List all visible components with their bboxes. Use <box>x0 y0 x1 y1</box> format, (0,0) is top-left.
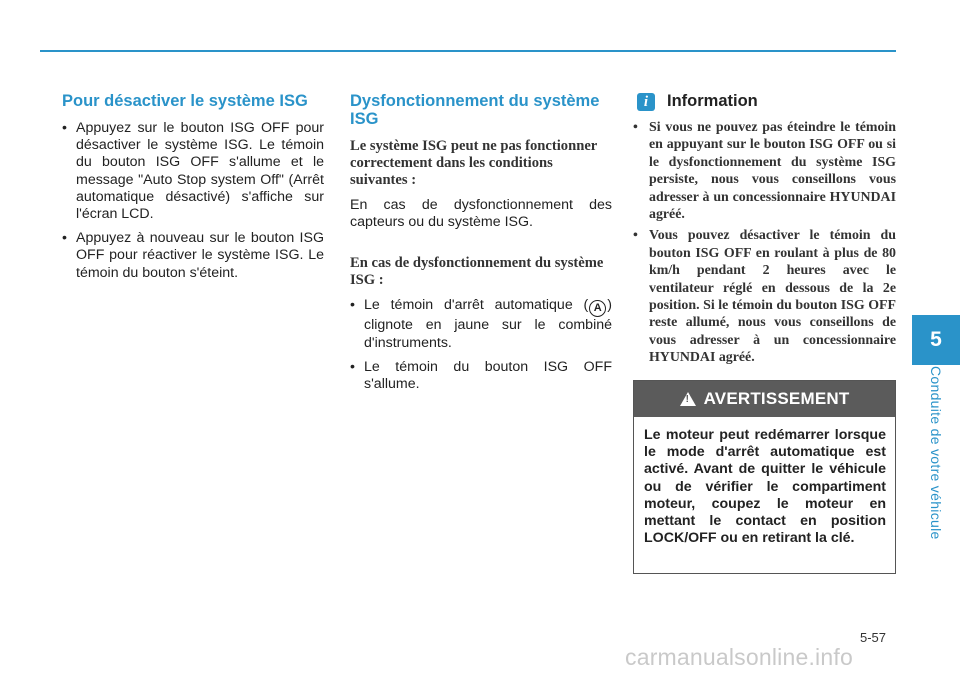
auto-stop-indicator-icon: A <box>589 300 606 317</box>
column-malfunction <box>350 92 612 400</box>
information-header <box>633 92 896 111</box>
top-rule <box>40 50 896 52</box>
warning-triangle-icon: ! <box>680 392 696 406</box>
warning-title: AVERTISSEMENT <box>703 389 850 408</box>
bullet-icon: • <box>633 120 638 135</box>
subheading-conditions: Le système ISG peut ne pas fonctionner correctement dans les conditions suivantes : <box>350 138 598 188</box>
malfunction-list <box>350 297 612 393</box>
column-deactivate <box>62 92 324 289</box>
section-title-malfunction: Dysfonctionnement du système ISG <box>350 92 600 128</box>
chapter-tab: 5 <box>912 315 960 365</box>
column-information <box>633 92 896 371</box>
information-list <box>633 119 896 367</box>
page-number: 5-57 <box>860 630 887 645</box>
list-item: • Vous pouvez désactiver le témoin du bouton ISG OFF en roulant à plus de 80 km/h pendant 2 heures avec le ventilateur réglé en dessous de la 2e position. Si le témoin du bouton ISG OFF reste allumé, nous vous conseillons de vous adresser à un concessionnaire HYUNDAI agréé. <box>633 228 896 366</box>
bullet-icon: • <box>350 297 355 314</box>
section-title-deactivate: Pour désactiver le système ISG <box>62 92 308 110</box>
info-icon: i <box>637 93 655 111</box>
warning-header <box>634 381 895 417</box>
bullet-icon: • <box>350 358 355 375</box>
warning-box <box>633 380 896 574</box>
deactivate-list <box>62 120 324 282</box>
list-item: • Appuyez sur le bouton ISG OFF pour désactiver le système ISG. Le témoin du bouton ISG OFF s'allume et le message "Auto Stop system Off" (Arrêt automatique désactivé) s'affiche sur l'écran LCD. <box>62 120 324 223</box>
paragraph-sensors: En cas de dysfonctionnement des capteurs ou du système ISG. <box>350 197 612 231</box>
bullet-icon: • <box>62 120 67 136</box>
list-item: • Le témoin du bouton ISG OFF s'allume. <box>350 358 612 393</box>
list-item: • Si vous ne pouvez pas éteindre le témoin en appuyant sur le bouton ISG OFF ou si le dysfonctionnement du système ISG persiste, nous vous conseillons vous adresser à un concessionnaire HYUNDAI agréé. <box>633 120 896 223</box>
warning-body: Le moteur peut redémarrer lorsque le mode d'arrêt automatique est activé. Avant de quitter le véhicule ou de vérifier le compartiment moteur, coupez le moteur en mettant le contact en position LOCK/OFF ou en retirant la clé. <box>644 427 886 547</box>
bullet-icon: • <box>62 230 67 247</box>
watermark: carmanualsonline.info <box>625 644 853 670</box>
chapter-label: Conduite de votre véhicule <box>928 366 944 540</box>
list-item: • Appuyez à nouveau sur le bouton ISG OFF pour réactiver le système ISG. Le témoin du bouton s'éteint. <box>62 230 324 281</box>
information-title: Information <box>667 92 758 110</box>
subheading-malfunction: En cas de dysfonctionnement du système ISG : <box>350 255 604 289</box>
bullet-icon: • <box>633 228 638 244</box>
list-item: • Le témoin d'arrêt automatique ( A ) clignote en jaune sur le combiné d'instruments. <box>350 297 612 351</box>
